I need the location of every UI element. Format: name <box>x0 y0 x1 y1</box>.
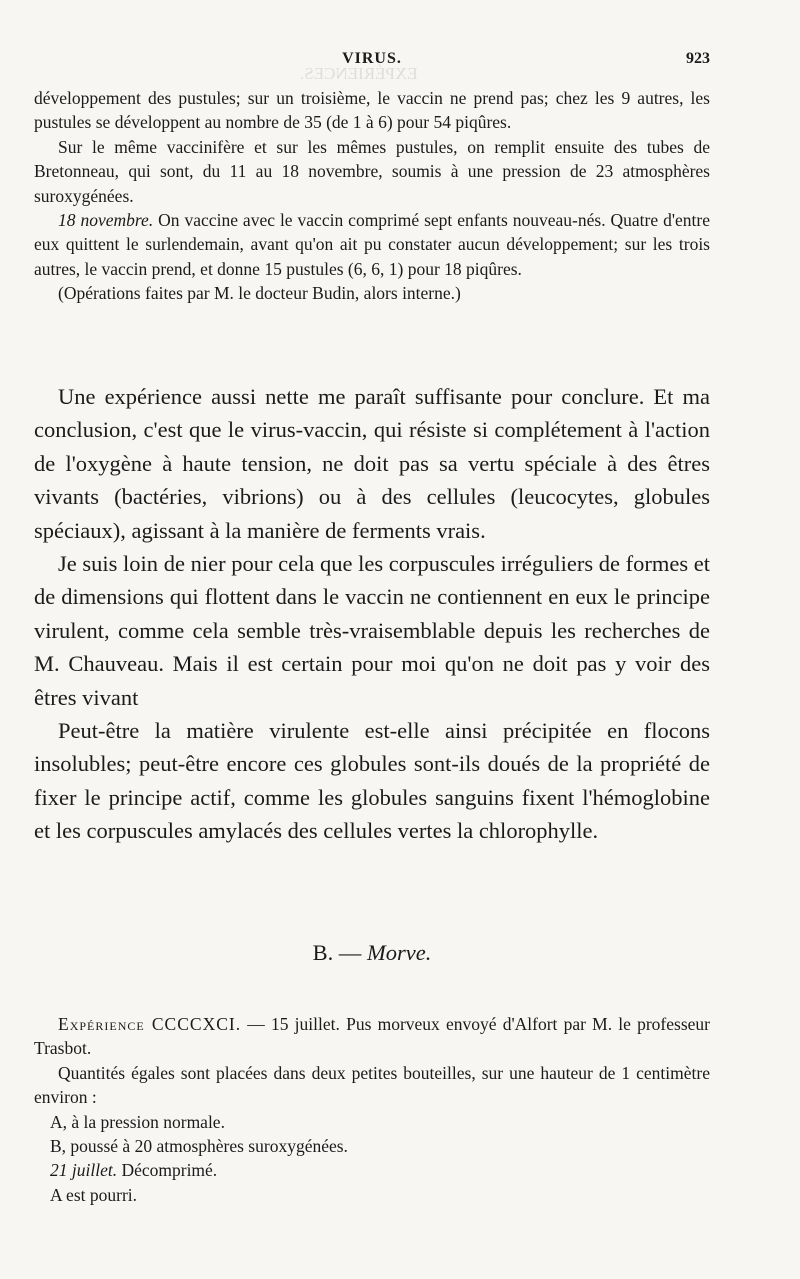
list-item: A, à la pression normale. <box>50 1111 225 1132</box>
report-paragraph: (Opérations faites par M. le docteur Budin, alors interne.) <box>58 283 461 304</box>
body-paragraph: Une expérience aussi nette me paraît suffisante pour conclure. Et ma conclusion, c'est que le virus-vaccin, qui résiste si complétement à l'action de l'oxygène à haute tension, ne doit pas sa vertu spéciale à des êtres vivants (bactéries, vibrions) ou à des cellules (leucocytes, globules spéciaux), agissant à la manière de ferments vrais. <box>34 384 710 543</box>
body-paragraph: Je suis loin de nier pour cela que les corpuscules irréguliers de formes et de dimensions qui flottent dans le vaccin ne contiennent en eux le principe virulent, comme cela semble très-vraisemblable depuis les recherches de M. Chauveau. Mais il est certain pour moi qu'on ne doit pas y voir des êtres vivant <box>34 551 710 710</box>
experiment-paragraph: Expérience CCCCXCI. — 15 juillet. Pus morveux envoyé d'Alfort par M. le professeur Trasbot. <box>34 1014 710 1059</box>
report-date: 18 novembre. <box>58 210 154 231</box>
main-text <box>34 380 710 848</box>
running-title: VIRUS. <box>342 50 402 67</box>
running-header <box>34 50 710 74</box>
experiment-paragraph: 21 juillet. Décomprimé. <box>50 1160 218 1181</box>
experiment-report <box>34 1012 710 1207</box>
report-paragraph: développement des pustules; sur un troisième, le vaccin ne prend pas; chez les 9 autres, les pustules se développent au nombre de 35 (de 1 à 6) pour 54 piqûres. <box>34 88 710 133</box>
experiment-date: 21 juillet. <box>50 1160 118 1181</box>
section-title: Morve. <box>367 940 432 965</box>
body-paragraph: Peut-être la matière virulente est-elle ainsi précipitée en flocons insolubles; peut-être encore ces globules sont-ils doués de la propriété de fixer le principe actif, comme les globules sanguins fixent l'hémoglobine et les corpuscules amylacés des cellules vertes la chlorophylle. <box>34 718 710 844</box>
experiment-paragraph: Quantités égales sont placées dans deux petites bouteilles, sur une hauteur de 1 centimètre environ : <box>34 1062 710 1108</box>
list-item: B, poussé à 20 atmosphères suroxygénées. <box>50 1136 348 1157</box>
case-report <box>34 86 710 306</box>
experiment-label: Expérience CCCCXCI. <box>58 1014 242 1034</box>
report-paragraph: 18 novembre. On vaccine avec le vaccin comprimé sept enfants nouveau-nés. Quatre d'entre eux quittent le surlendemain, avant qu'on ait pu constater aucun développement; sur les trois autres, le vaccin prend, et donne 15 pustules (6, 6, 1) pour 18 piqûres. <box>34 210 710 279</box>
experiment-paragraph: A est pourri. <box>50 1184 138 1205</box>
section-heading: B. — Morve. <box>312 940 432 965</box>
page-number: 923 <box>686 50 710 67</box>
show-through-text: EXPÉRIENCES. <box>300 64 418 83</box>
report-paragraph: Sur le même vaccinifère et sur les mêmes pustules, on remplit ensuite des tubes de Bretonneau, qui sont, du 11 au 18 novembre, soumis à une pression de 23 atmosphères suroxygénées. <box>34 136 710 206</box>
